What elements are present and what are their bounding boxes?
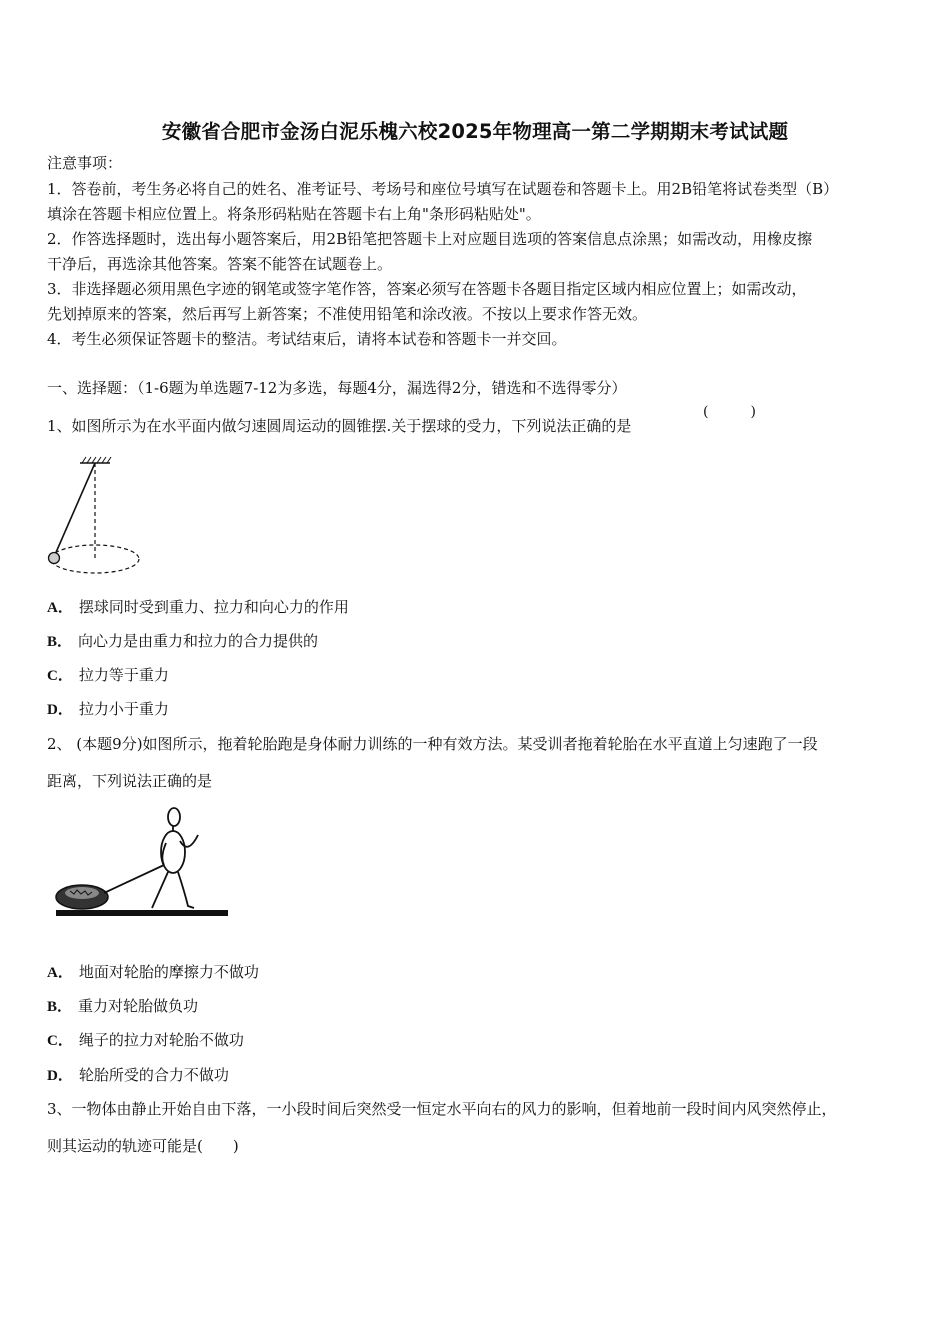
- option-text: 拉力等于重力: [78, 666, 169, 684]
- option-text: 绳子的拉力对轮胎不做功: [78, 1031, 244, 1049]
- option-text: 重力对轮胎做负功: [78, 997, 199, 1015]
- notice-line: 1．答卷前，考生务必将自己的姓名、准考证号、考场号和座位号填写在试题卷和答题卡上。用2B铅笔将试卷类型（B）: [47, 180, 839, 198]
- option-text: 地面对轮胎的摩擦力不做功: [78, 963, 259, 981]
- q2-option-a[interactable]: [47, 961, 259, 982]
- option-letter: D．: [47, 702, 73, 718]
- option-letter: B．: [47, 999, 73, 1015]
- section-heading: 一、选择题：（1-6题为单选题7-12为多选，每题4分，漏选得2分，错选和不选得零分）: [47, 379, 627, 397]
- option-letter: C．: [47, 668, 73, 684]
- option-text: 拉力小于重力: [78, 700, 169, 718]
- q2-option-c[interactable]: [47, 1029, 244, 1050]
- q1-stem: 1、如图所示为在水平面内做匀速圆周运动的圆锥摆.关于摆球的受力，下列说法正确的是: [47, 417, 632, 435]
- option-letter: D．: [47, 1068, 73, 1084]
- q2-option-b[interactable]: [47, 995, 198, 1016]
- option-letter: A．: [47, 600, 73, 616]
- option-text: 向心力是由重力和拉力的合力提供的: [78, 632, 319, 650]
- option-letter: C．: [47, 1033, 73, 1049]
- option-text: 轮胎所受的合力不做功: [78, 1066, 229, 1084]
- option-letter: A．: [47, 965, 73, 981]
- q1-answer-paren: ( ): [703, 404, 756, 420]
- notice-line: 先划掉原来的答案，然后再写上新答案；不准使用铅笔和涂改液。不按以上要求作答无效。: [47, 305, 648, 323]
- q1-option-c[interactable]: [47, 664, 169, 685]
- tire-drag-figure: [52, 805, 232, 925]
- option-letter: B．: [47, 634, 73, 650]
- notice-line: 填涂在答题卡相应位置上。将条形码粘贴在答题卡右上角"条形码粘贴处"。: [47, 205, 541, 223]
- option-text: 摆球同时受到重力、拉力和向心力的作用: [78, 598, 349, 616]
- notice-line: 4．考生必须保证答题卡的整洁。考试结束后，请将本试卷和答题卡一并交回。: [47, 330, 567, 348]
- conical-pendulum-figure: [40, 455, 160, 580]
- q2-stem: 2、 (本题9分)如图所示，拖着轮胎跑是身体耐力训练的一种有效方法。某受训者拖着轮胎在水平直道上匀速跑了一段: [47, 735, 818, 753]
- notice-line: 3．非选择题必须用黑色字迹的钢笔或签字笔作答，答案必须写在答题卡各题目指定区域内相应位置上；如需改动，: [47, 280, 807, 298]
- notice-heading: 注意事项：: [47, 154, 123, 172]
- q2-option-d[interactable]: [47, 1064, 229, 1085]
- page-title: 安徽省合肥市金汤白泥乐槐六校2025年物理高一第二学期期末考试试题: [161, 120, 789, 143]
- q1-option-a[interactable]: [47, 596, 349, 617]
- notice-line: 干净后，再选涂其他答案。答案不能答在试题卷上。: [47, 255, 393, 273]
- q2-stem-cont: 距离，下列说法正确的是: [47, 772, 213, 790]
- q1-option-d[interactable]: [47, 698, 169, 719]
- q3-stem-cont: 则其运动的轨迹可能是( ): [47, 1137, 239, 1155]
- notice-line: 2．作答选择题时，选出每小题答案后，用2B铅笔把答题卡上对应题目选项的答案信息点涂黑；如需改动，用橡皮擦: [47, 230, 813, 248]
- q1-option-b[interactable]: [47, 630, 318, 651]
- q3-stem: 3、一物体由静止开始自由下落，一小段时间后突然受一恒定水平向右的风力的影响，但着地前一段时间内风突然停止，: [47, 1100, 837, 1118]
